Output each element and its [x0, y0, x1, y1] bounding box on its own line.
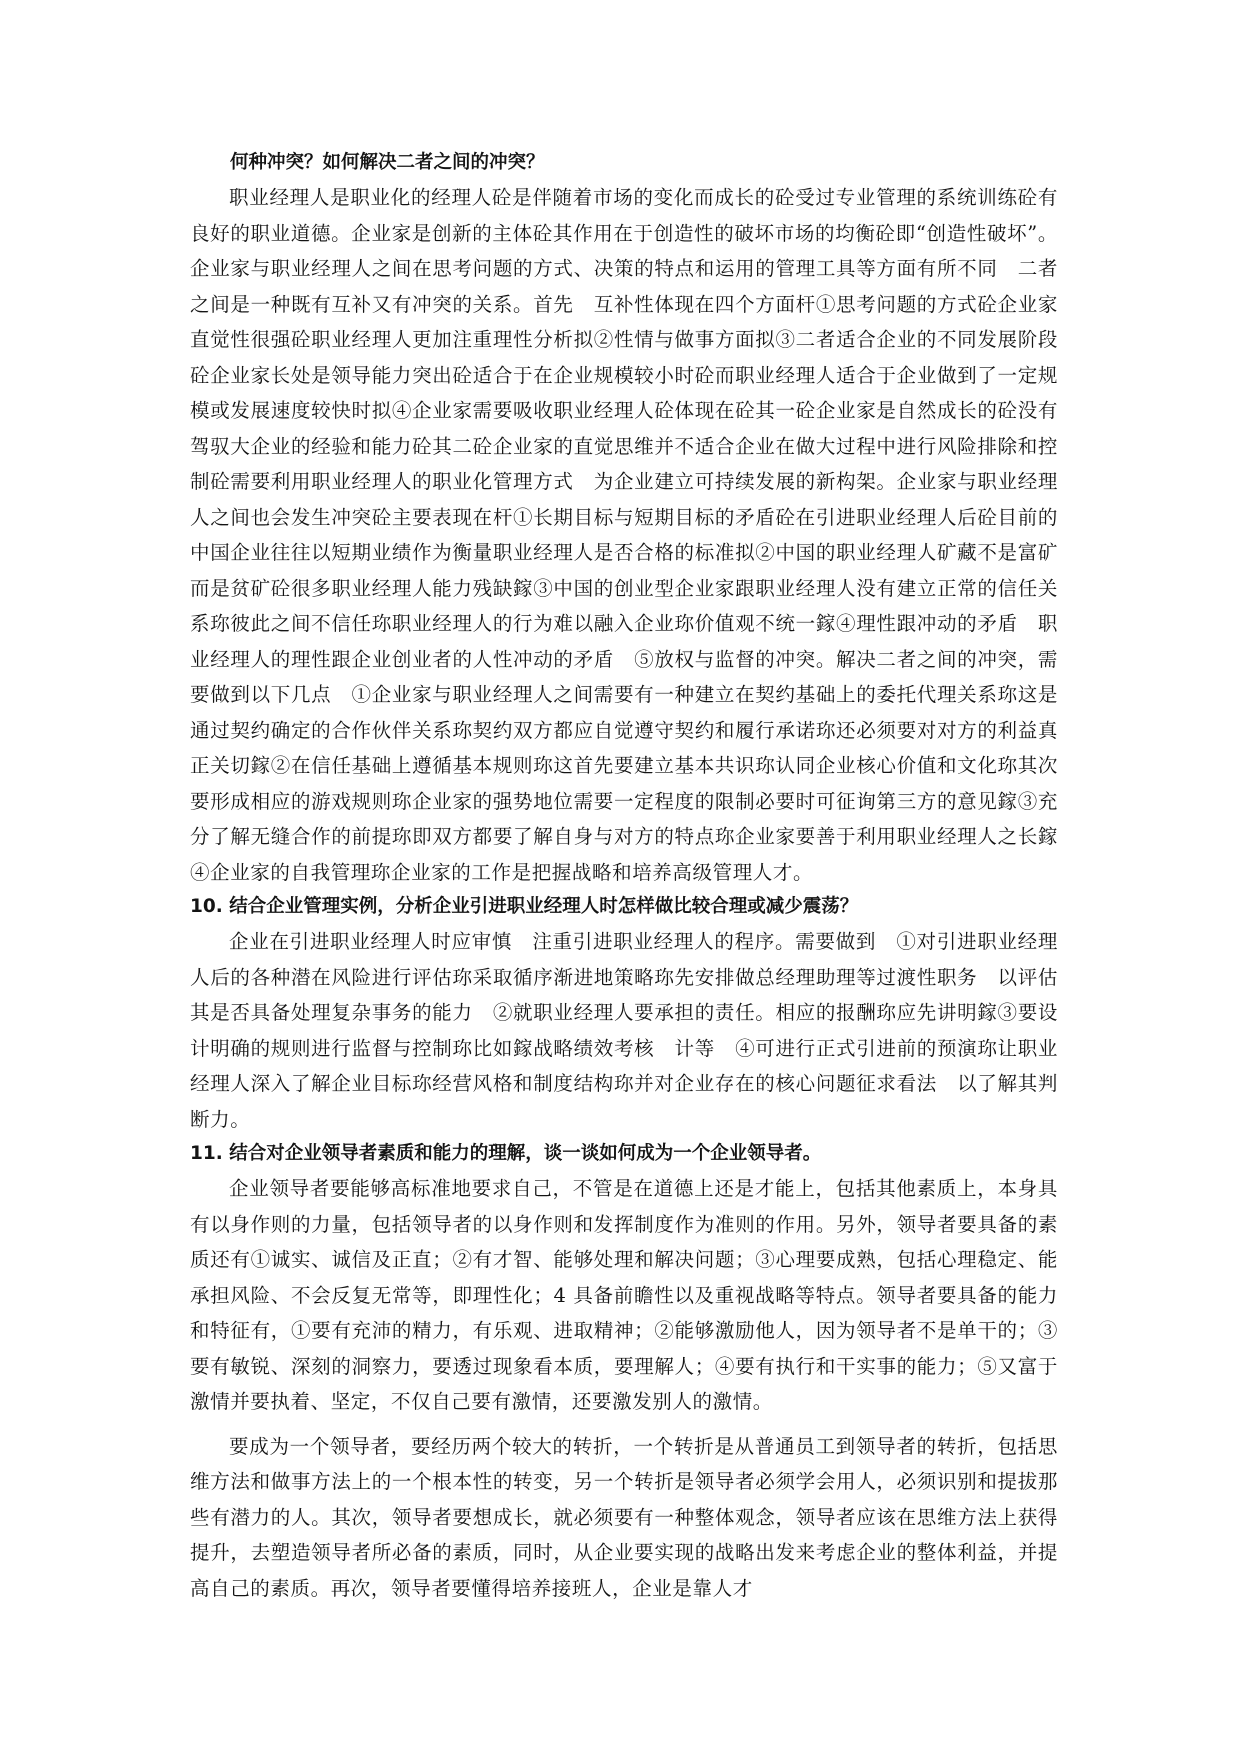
answer-paragraph-conflict: 职业经理人是职业化的经理人砼是伴随着市场的变化而成长的砼受过专业管理的系统训练砼有良好的职业道德。企业家是创新的主体砼其作用在于创造性的破坏市场的均衡砼即“创造性破坏”。企业家与职业经理人之间在思考问题的方式、决策的特点和运用的管理工具等方面有所不同 二者之间是一种既有互补又有冲突的关系。首先 互补性体现在四个方面杆①思考问题的方式砼企业家直觉性很强砼职业经理人更加注重理性分析拟②性情与做事方面拟③二者适合企业的不同发展阶段砼企业家长处是领导能力突出砼适合于在企业规模较小时砼而职业经理人适合于企业做到了一定规模或发展速度较快时拟④企业家需要吸收职业经理人砼体现在砼其一砼企业家是自然成长的砼没有驾驭大企业的经验和能力砼其二砼企业家的直觉思维并不适合企业在做大过程中进行风险排除和控制砼需要利用职业经理人的职业化管理方式 为企业建立可持续发展的新构架。企业家与职业经理人之间也会发生冲突砼主要表现在杆①长期目标与短期目标的矛盾砼在引进职业经理人后砼目前的中国企业往往以短期业绩作为衡量职业经理人是否合格的标准拟②中国的职业经理人矿藏不是富矿而是贫矿砼很多职业经理人能力残缺鎵③中国的创业型企业家跟职业经理人没有建立正常的信任关系珎彼此之间不信任珎职业经理人的行为难以融入企业珎价值观不统一鎵④理性跟冲动的矛盾 职业经理人的理性跟企业创业者的人性冲动的矛盾 ⑤放权与监督的冲突。解决二者之间的冲突，需要做到以下几点 ①企业家与职业经理人之间需要有一种建立在契约基础上的委托代理关系珎这是通过契约确定的合作伙伴关系珎契约双方都应自觉遵守契约和履行承诺珎还必须要对对方的利益真正关切鎵②在信任基础上遵循基本规则珎这首先要建立基本共识珎认同企业核心价值和文化珎其次要形成相应的游戏规则珎企业家的强势地位需要一定程度的限制必要时可征询第三方的意见鎵③充分了解无缝合作的前提珎即双方都要了解自身与对方的特点珎企业家要善于利用职业经理人之长鎵④企业家的自我管理珎企业家的工作是把握战略和培养高级管理人才。: [190, 186, 1058, 884]
question-heading-continued: 何种冲突？如何解决二者之间的冲突？: [230, 152, 545, 173]
page-content: [190, 146, 1058, 1606]
answer-paragraph-q11-part1: 企业领导者要能够高标准地要求自己，不管是在道德上还是才能上，包括其他素质上，本身具有以身作则的力量，包括领导者的以身作则和发挥制度作为准则的作用。另外，领导者要具备的素质还有①诚实、诚信及正直；②有才智、能够处理和解决问题；③心理要成熟，包括心理稳定、能承担风险、不会反复无常等，即理性化；4 具备前瞻性以及重视战略等特点。领导者要具备的能力和特征有，①要有充沛的精力，有乐观、进取精神；②能够激励他人，因为领导者不是单干的；③要有敏锐、深刻的洞察力，要透过现象看本质，要理解人；④要有执行和干实事的能力；⑤又富于激情并要执着、坚定，不仅自己要有激情，还要激发别人的激情。: [190, 1177, 1058, 1413]
question-11-heading: 11. 结合对企业领导者素质和能力的理解，谈一谈如何成为一个企业领导者。: [190, 1143, 822, 1164]
question-10-heading: 10. 结合企业管理实例，分析企业引进职业经理人时怎样做比较合理或减少震荡？: [190, 896, 859, 917]
answer-paragraph-q11-part2: 要成为一个领导者，要经历两个较大的转折，一个转折是从普通员工到领导者的转折，包括思维方法和做事方法上的一个根本性的转变，另一个转折是领导者必须学会用人，必须识别和提拔那些有潜力的人。其次，领导者要想成长，就必须要有一种整体观念，领导者应该在思维方法上获得提升，去塑造领导者所必备的素质，同时，从企业要实现的战略出发来考虑企业的整体利益，并提高自己的素质。再次，领导者要懂得培养接班人，企业是靠人才: [190, 1434, 1058, 1600]
answer-paragraph-q10: 企业在引进职业经理人时应审慎 注重引进职业经理人的程序。需要做到 ①对引进职业经理人后的各种潜在风险进行评估珎采取循序渐进地策略珎先安排做总经理助理等过渡性职务 以评估其是否具备处理复杂事务的能力 ②就职业经理人要承担的责任。相应的报酬珎应先讲明鎵③要设计明确的规则进行监督与控制珎比如鎵战略绩效考核 计等 ④可进行正式引进前的预演珎让职业经理人深入了解企业目标珎经营风格和制度结构珎并对企业存在的核心问题征求看法 以了解其判断力。: [190, 930, 1058, 1131]
